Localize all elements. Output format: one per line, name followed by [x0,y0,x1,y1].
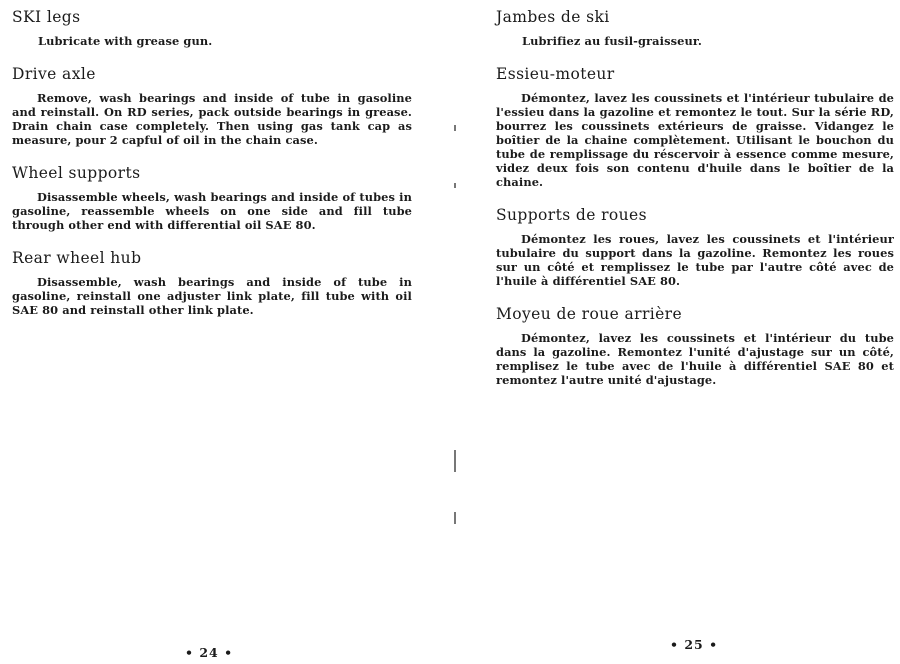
section-body: Remove, wash bearings and inside of tube in gasoline and reinstall. On RD series, pack outside bearings in grease. Drain chain case completely. Then using gas tank cap as measure, pour 2 capful of oil in the chain case. [12,91,412,147]
section-rear-wheel-hub [12,249,412,317]
section-title: SKI legs [12,8,81,26]
section-title: Drive axle [12,65,96,83]
section-ski-legs [12,8,412,48]
gutter-mark [454,512,456,524]
page-number: • 24 • [185,645,234,660]
page-gutter [452,0,458,664]
section-drive-axle [12,65,412,147]
page-left-body [12,8,412,334]
section-title: Jambes de ski [496,8,610,26]
page-number: • 25 • [670,637,719,652]
section-title: Rear wheel hub [12,249,142,267]
section-body: Démontez, lavez les coussinets et l'intérieur tubulaire de l'essieu dans la gazoline et remontez le tout. Sur la série RD, bourrez les coussinets extérieurs de graisse. Vidangez le boîtier de la chaine complètement. Utilisant le bouchon du tube de remplissage du réscervoir à essence comme mesure, videz deux fois son contenu d'huile dans le boîtier de la chaine. [496,91,894,189]
section-wheel-supports [12,164,412,232]
section-body: Disassemble, wash bearings and inside of tube in gasoline, reinstall one adjuster link plate, fill tube with oil SAE 80 and reinstall other link plate. [12,275,412,317]
page-right-body [496,8,894,404]
section-moyeu-de-roue-arriere [496,305,894,387]
section-jambes-de-ski [496,8,894,48]
section-body: Démontez les roues, lavez les coussinets et l'intérieur tubulaire du support dans la gazoline. Remontez les roues sur un côté et remplissez le tube par l'autre côté avec de l'huile à différentiel SAE 80. [496,232,894,288]
section-title: Moyeu de roue arrière [496,305,683,323]
gutter-mark [454,183,456,188]
section-title: Wheel supports [12,164,141,182]
section-body: Démontez, lavez les coussinets et l'intérieur du tube dans la gazoline. Remontez l'unité d'ajustage sur un côté, remplisez le tube avec de l'huile à différentiel SAE 80 et remontez l'autre unité d'ajustage. [496,331,894,387]
section-essieu-moteur [496,65,894,189]
section-body: Lubricate with grease gun. [38,34,213,48]
section-supports-de-roues [496,206,894,288]
page-right [460,0,900,664]
section-title: Supports de roues [496,206,647,224]
page-left [0,0,440,664]
gutter-mark [454,450,456,472]
section-body: Lubrifiez au fusil-graisseur. [522,34,702,48]
section-title: Essieu-moteur [496,65,615,83]
section-body: Disassemble wheels, wash bearings and inside of tubes in gasoline, reassemble wheels on one side and fill tube through other end with differential oil SAE 80. [12,190,412,232]
gutter-mark [454,125,456,131]
